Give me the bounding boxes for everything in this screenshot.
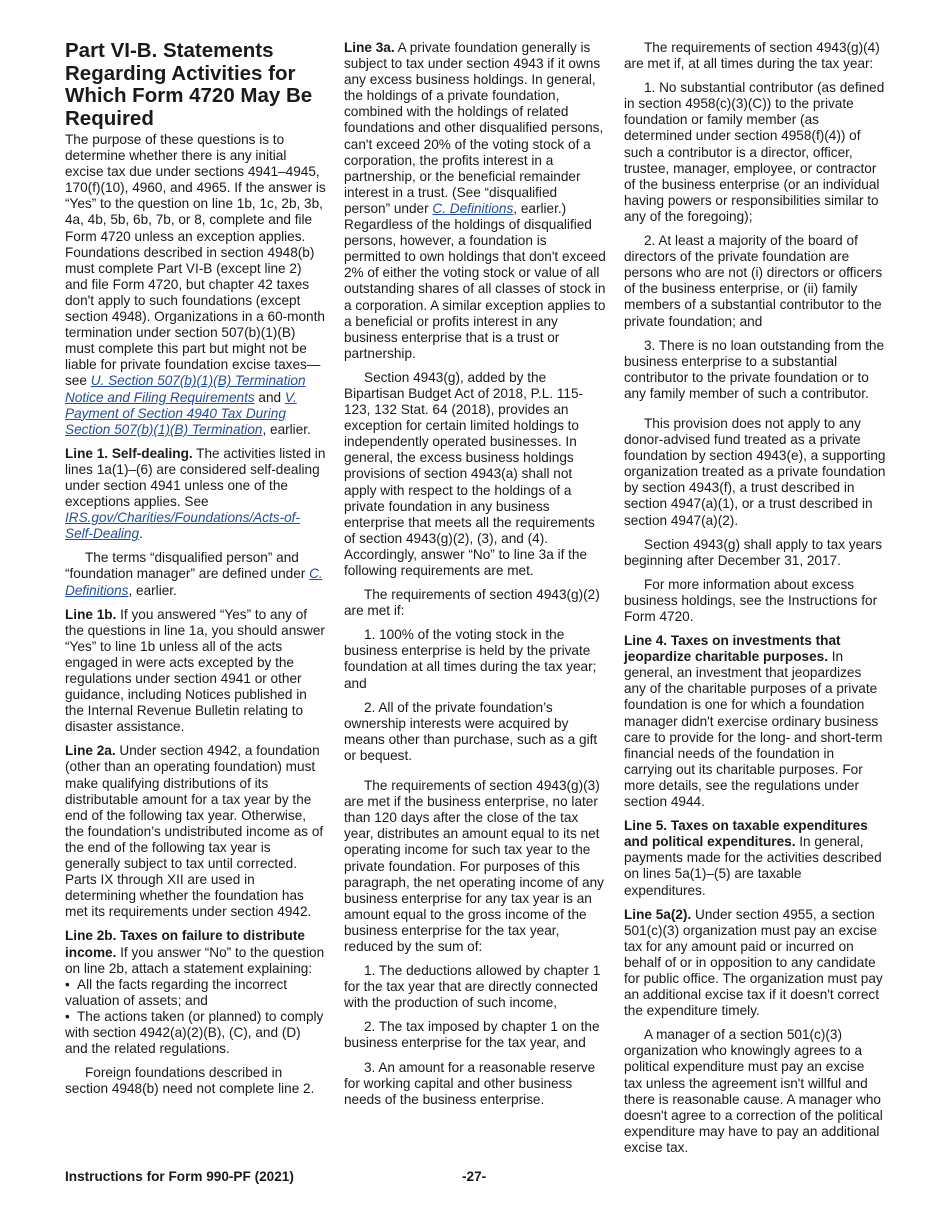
list-item: 1. 100% of the voting stock in the business enterprise is held by the private foundation at all times during the tax year; and (344, 627, 597, 691)
manager-paragraph: A manager of a section 501(c)(3) organization who knowingly agrees to a political expenditure must pay an excise tax unless the agreement isn't willful and there is reasonable cause. A manager who doesn't agree to a correction of the political expenditure may have to pay an additional excise tax. (624, 1027, 883, 1155)
line1b-paragraph: Line 1b. If you answered “Yes” to any of the questions in line 1a, you should answer “Yes” to line 1b unless all of the acts engaged in were acts excepted by the regulations under section 4941 or other guidance, including Notices published in the Internal Revenue Bulletin relating to disaster assistance. (65, 606, 325, 735)
line2b-paragraph: Line 2b. Taxes on failure to distribute income. If you answer “No” to the question on line 2b, attach a statement explaining: (65, 928, 325, 976)
line4-paragraph: Line 4. Taxes on investments that jeopardize charitable purposes. In general, an investment that jeopardizes any of the charitable purposes of a private foundation is one for which a foundation manager didn't exercise ordinary business care to provide for the long- and short-term financial needs of the foundation in carrying out its charitable purposes. For more details, see the regulations under section 4944. (624, 633, 883, 810)
link-section-u[interactable]: U. Section 507(b)(1)(B) Termination Notice and Filing Requirements (65, 373, 306, 405)
line3a-paragraph: Line 3a. A private foundation generally is subject to tax under section 4943 if it owns any excess business holdings. In general, the holdings of a private foundation, combined with the holdings of related foundations and other disqualified persons, can't exceed 20% of the voting stock of a corporation, the profits interest in a partnership, or the beneficial remainder interest in a trust. (See “disqualified person” under C. Definitions, earlier.) Regardless of the holdings of disqualified persons, however, a foundation is permitted to own holdings that don't exceed 2% of either the voting stock or value of all outstanding shares of all classes of stock in a corporation. A similar exception applies to a beneficial or profits interest in any business enterprise that is a trust or partnership. (344, 40, 606, 361)
foreign-paragraph: Foreign foundations described in section 4948(b) need not complete line 2. (65, 1065, 315, 1097)
line5a2-paragraph: Line 5a(2). Under section 4955, a section 501(c)(3) organization must pay an excise tax for any amount paid or incurred on behalf of or in opposition to any candidate for public office. The organization must pay an additional excise tax if it doesn't correct the expenditure timely. (624, 906, 883, 1019)
column-3 (624, 40, 886, 1164)
list-item: 2. All of the private foundation’s ownership interests were acquired by means other than purchase, such as a gift or bequest. (344, 699, 598, 763)
more-info-paragraph: For more information about excess business holdings, see the Instructions for Form 4720. (624, 576, 878, 624)
req2-intro: The requirements of section 4943(g)(2) are met if: (344, 587, 600, 619)
req4-intro: The requirements of section 4943(g)(4) are met if, at all times during the tax year: (624, 40, 880, 72)
column-1 (65, 40, 327, 1105)
list-item: 1. The deductions allowed by chapter 1 for the tax year that are directly connected with the production of such income, (344, 963, 601, 1011)
sec4943g-paragraph: Section 4943(g), added by the Bipartisan Budget Act of 2018, P.L. 115-123, 132 Stat. 64 (2018), provides an exception for certain limited holdings to independently operated businesses. In general, the excess business holdings provisions of section 4943(a) shall not apply with respect to the holdings of a private foundation in any business enterprise that meets all the requirements of section 4943(g)(2), (3), and (4). Accordingly, answer “No” to line 3a if the following requirements are met. (344, 369, 595, 578)
link-acts-of-self-dealing[interactable]: IRS.gov/Charities/Foundations/Acts-of-Self-Dealing (65, 510, 300, 542)
intro-paragraph: The purpose of these questions is to determine whether there is any initial excise tax due under sections 4941–4945, 170(f)(10), 4960, and 4965. If the answer is “Yes” to the question on line 1b, 1c, 2b, 3b, 4a, 4b, 5b, 6b, 7b, or 8, complete and file Form 4720 unless an exception applies. Foundations described in section 4948(b) must complete Part VI-B (except line 2) and file Form 4720, but chapter 42 taxes don't apply to such foundations (except section 4948). Organizations in a 60-month termination under section 507(b)(1)(B) must complete this part but might not be liable for private foundation excise taxes—see U. Section 507(b)(1)(B) Termination Notice and Filing Requirements and V. Payment of Section 4940 Tax During Section 507(b)(1)(B) Termination, earlier. (65, 132, 326, 437)
line1-paragraph: Line 1. Self-dealing. The activities listed in lines 1a(1)–(6) are considered self-dealing under section 4941 unless one of the exceptions applies. See IRS.gov/Charities/Foundations/Acts-of-Self-Dealing. (65, 445, 326, 542)
provision-paragraph: This provision does not apply to any donor-advised fund treated as a private foundation by section 4943(e), a supporting organization treated as a private foundation by section 4943(f), a trust described in section 4947(a)(1), or a trust described in section 4947(a)(2). (624, 415, 886, 528)
apply-paragraph: Section 4943(g) shall apply to tax years beginning after December 31, 2017. (624, 536, 883, 568)
terms-paragraph: The terms “disqualified person” and “foundation manager” are defined under C. Definitions, earlier. (65, 550, 323, 598)
line2a-paragraph: Line 2a. Under section 4942, a foundation (other than an operating foundation) must make qualifying distributions of its distributable amount for a tax year by the end of the following tax year. Otherwise, the foundation’s undistributed income as of the end of the following tax year is generally subject to tax until corrected. Parts IX through XII are used in determining whether the foundation has met its requirements under section 4942. (65, 743, 324, 920)
list-item: 3. There is no loan outstanding from the business enterprise to a substantial contributor to the private foundation or to any family member of such a contributor. (624, 337, 885, 401)
link-definitions[interactable]: C. Definitions (432, 200, 514, 216)
line5-paragraph: Line 5. Taxes on taxable expenditures and political expenditures. In general, payments made for the activities described on lines 5a(1)–(5) are taxable expenditures. (624, 818, 882, 898)
list-item: 3. An amount for a reasonable reserve for working capital and other business needs of the business enterprise. (344, 1059, 596, 1107)
req3-intro: The requirements of section 4943(g)(3) are met if the business enterprise, no later than 120 days after the close of the tax year, distributes an amount equal to its net operating income for such tax year to the private foundation. For purposes of this paragraph, the net operating income of any business enterprise for any tax year is an amount equal to the gross income of the business enterprise for the tax year, reduced by the sum of: (344, 778, 604, 954)
bullet-item: • All the facts regarding the incorrect valuation of assets; and (65, 977, 327, 1009)
list-item: 2. At least a majority of the board of directors of the private foundation are persons who are not (i) directors or officers of the business enterprise, or (ii) family members of a substantial contributor to the private foundation; and (624, 233, 883, 329)
list-item: 2. The tax imposed by chapter 1 on the business enterprise for the tax year, and (344, 1019, 600, 1051)
bullet-item: • The actions taken (or planned) to comply with section 4942(a)(2)(B), (C), and (D) and the related regulations. (65, 1009, 327, 1057)
link-definitions[interactable]: C. Definitions (65, 566, 323, 598)
footer-form-title: Instructions for Form 990-PF (2021) (65, 1169, 294, 1184)
link-section-v[interactable]: V. Payment of Section 4940 Tax During Section 507(b)(1)(B) Termination (65, 389, 297, 437)
section-heading: Part VI-B. Statements Regarding Activities for Which Form 4720 May Be Required (65, 39, 313, 130)
column-2 (344, 40, 606, 1116)
list-item: 1. No substantial contributor (as defined in section 4958(c)(3)(C)) to the private foundation or family member (as determined under section 4958(f)(4)) of such a contributor is a director, officer, trustee, manager, employee, or contractor of the business enterprise (or an individual having powers or responsibilities similar to any of the foregoing); (624, 80, 885, 224)
page-number: -27- (462, 1169, 487, 1184)
